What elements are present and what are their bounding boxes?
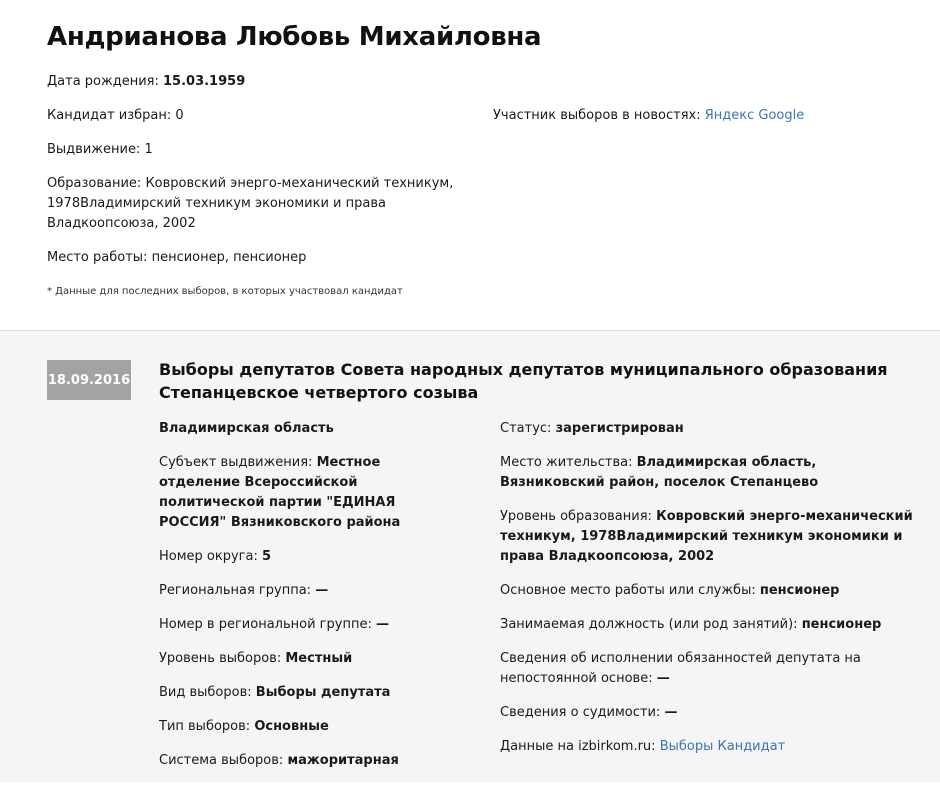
detail-row-nominator [159, 453, 459, 533]
education-field [47, 174, 487, 234]
birth-date-label: Дата рождения: [47, 74, 159, 89]
nomination-value: 1 [144, 142, 153, 157]
detail-label: Номер округа: [159, 549, 258, 564]
detail-row-izbirkom [500, 737, 920, 757]
birth-date-field [47, 72, 245, 92]
work-field [47, 248, 306, 268]
detail-row-position [500, 615, 920, 635]
detail-value: — [315, 583, 329, 598]
detail-label: Система выборов: [159, 753, 284, 768]
detail-value: Ковровский энерго-механический техникум, 1978Владимирский техникум экономики и права Владкоопсоюза, 2002 [500, 509, 913, 564]
detail-label: Уровень образования: [500, 509, 652, 524]
news-field [493, 106, 804, 126]
detail-value: Местный [285, 651, 353, 666]
detail-value: — [656, 671, 670, 686]
detail-label: Сведения о судимости: [500, 705, 661, 720]
detail-value: пенсионер [759, 583, 840, 598]
detail-value: Местное отделение Всероссийской политической партии "ЕДИНАЯ РОССИЯ" Вязниковского района [159, 455, 401, 530]
education-value: Ковровский энерго-механический техникум, 1978Владимирский техникум экономики и права Владкоопсоюза, 2002 [47, 176, 454, 231]
detail-row-education [500, 507, 920, 567]
detail-value: пенсионер [801, 617, 882, 632]
detail-row-group-number [159, 615, 459, 635]
detail-value: Основные [254, 719, 329, 734]
google-link[interactable]: Google [758, 108, 805, 123]
izbirkom-candidate-link[interactable]: Кандидат [717, 739, 786, 754]
detail-label: Вид выборов: [159, 685, 252, 700]
detail-value: мажоритарная [287, 753, 399, 768]
izbirkom-elections-link[interactable]: Выборы [659, 739, 714, 754]
detail-value: Выборы депутата [255, 685, 391, 700]
elected-value: 0 [175, 108, 184, 123]
work-label: Место работы: [47, 250, 148, 265]
footnote: * Данные для последних выборов, в которых участвовал кандидат [47, 286, 403, 297]
detail-row-kind [159, 683, 459, 703]
detail-label: Основное место работы или службы: [500, 583, 756, 598]
detail-label: Региональная группа: [159, 583, 312, 598]
detail-row-workplace [500, 581, 920, 601]
detail-label: Статус: [500, 421, 552, 436]
election-title: Выборы депутатов Совета народных депутатов муниципального образования Степанцевское четвертого созыва [159, 360, 888, 402]
work-value: пенсионер, пенсионер [151, 250, 307, 265]
detail-row-district [159, 547, 459, 567]
detail-row-deputy-duties [500, 649, 920, 689]
detail-row-status [500, 419, 920, 439]
detail-row-system [159, 751, 459, 771]
nomination-field [47, 140, 153, 160]
detail-value: Владимирская область, Вязниковский район, поселок Степанцево [500, 455, 819, 490]
detail-value: — [664, 705, 678, 720]
detail-label: Занимаемая должность (или род занятий): [500, 617, 798, 632]
education-label: Образование: [47, 176, 142, 191]
detail-row-residence [500, 453, 920, 493]
election-details-left [159, 419, 459, 785]
detail-label: Тип выборов: [159, 719, 251, 734]
detail-row-type [159, 717, 459, 737]
elected-label: Кандидат избран: [47, 108, 172, 123]
detail-value: — [375, 617, 389, 632]
candidate-name: Андрианова Любовь Михайловна [47, 22, 542, 52]
detail-label: Сведения об исполнении обязанностей депутата на непостоянной основе: [500, 651, 861, 686]
yandex-link[interactable]: Яндекс [704, 108, 755, 123]
candidate-profile [0, 0, 940, 331]
detail-value: 5 [262, 549, 272, 564]
birth-date-value: 15.03.1959 [163, 74, 246, 89]
detail-row-region [159, 419, 459, 439]
detail-label: Номер в региональной группе: [159, 617, 372, 632]
detail-label: Уровень выборов: [159, 651, 282, 666]
detail-label: Место жительства: [500, 455, 633, 470]
news-label: Участник выборов в новостях: [493, 108, 701, 123]
detail-value: Владимирская область [159, 421, 334, 436]
detail-row-regional-group [159, 581, 459, 601]
election-date-badge: 18.09.2016 [47, 360, 131, 400]
detail-value: зарегистрирован [555, 421, 684, 436]
election-details-right [500, 419, 920, 771]
detail-label: Данные на izbirkom.ru: [500, 739, 656, 754]
elected-field [47, 106, 184, 126]
detail-row-criminal-record [500, 703, 920, 723]
detail-row-level [159, 649, 459, 669]
nomination-label: Выдвижение: [47, 142, 141, 157]
election-card [0, 331, 940, 782]
detail-label: Субъект выдвижения: [159, 455, 313, 470]
